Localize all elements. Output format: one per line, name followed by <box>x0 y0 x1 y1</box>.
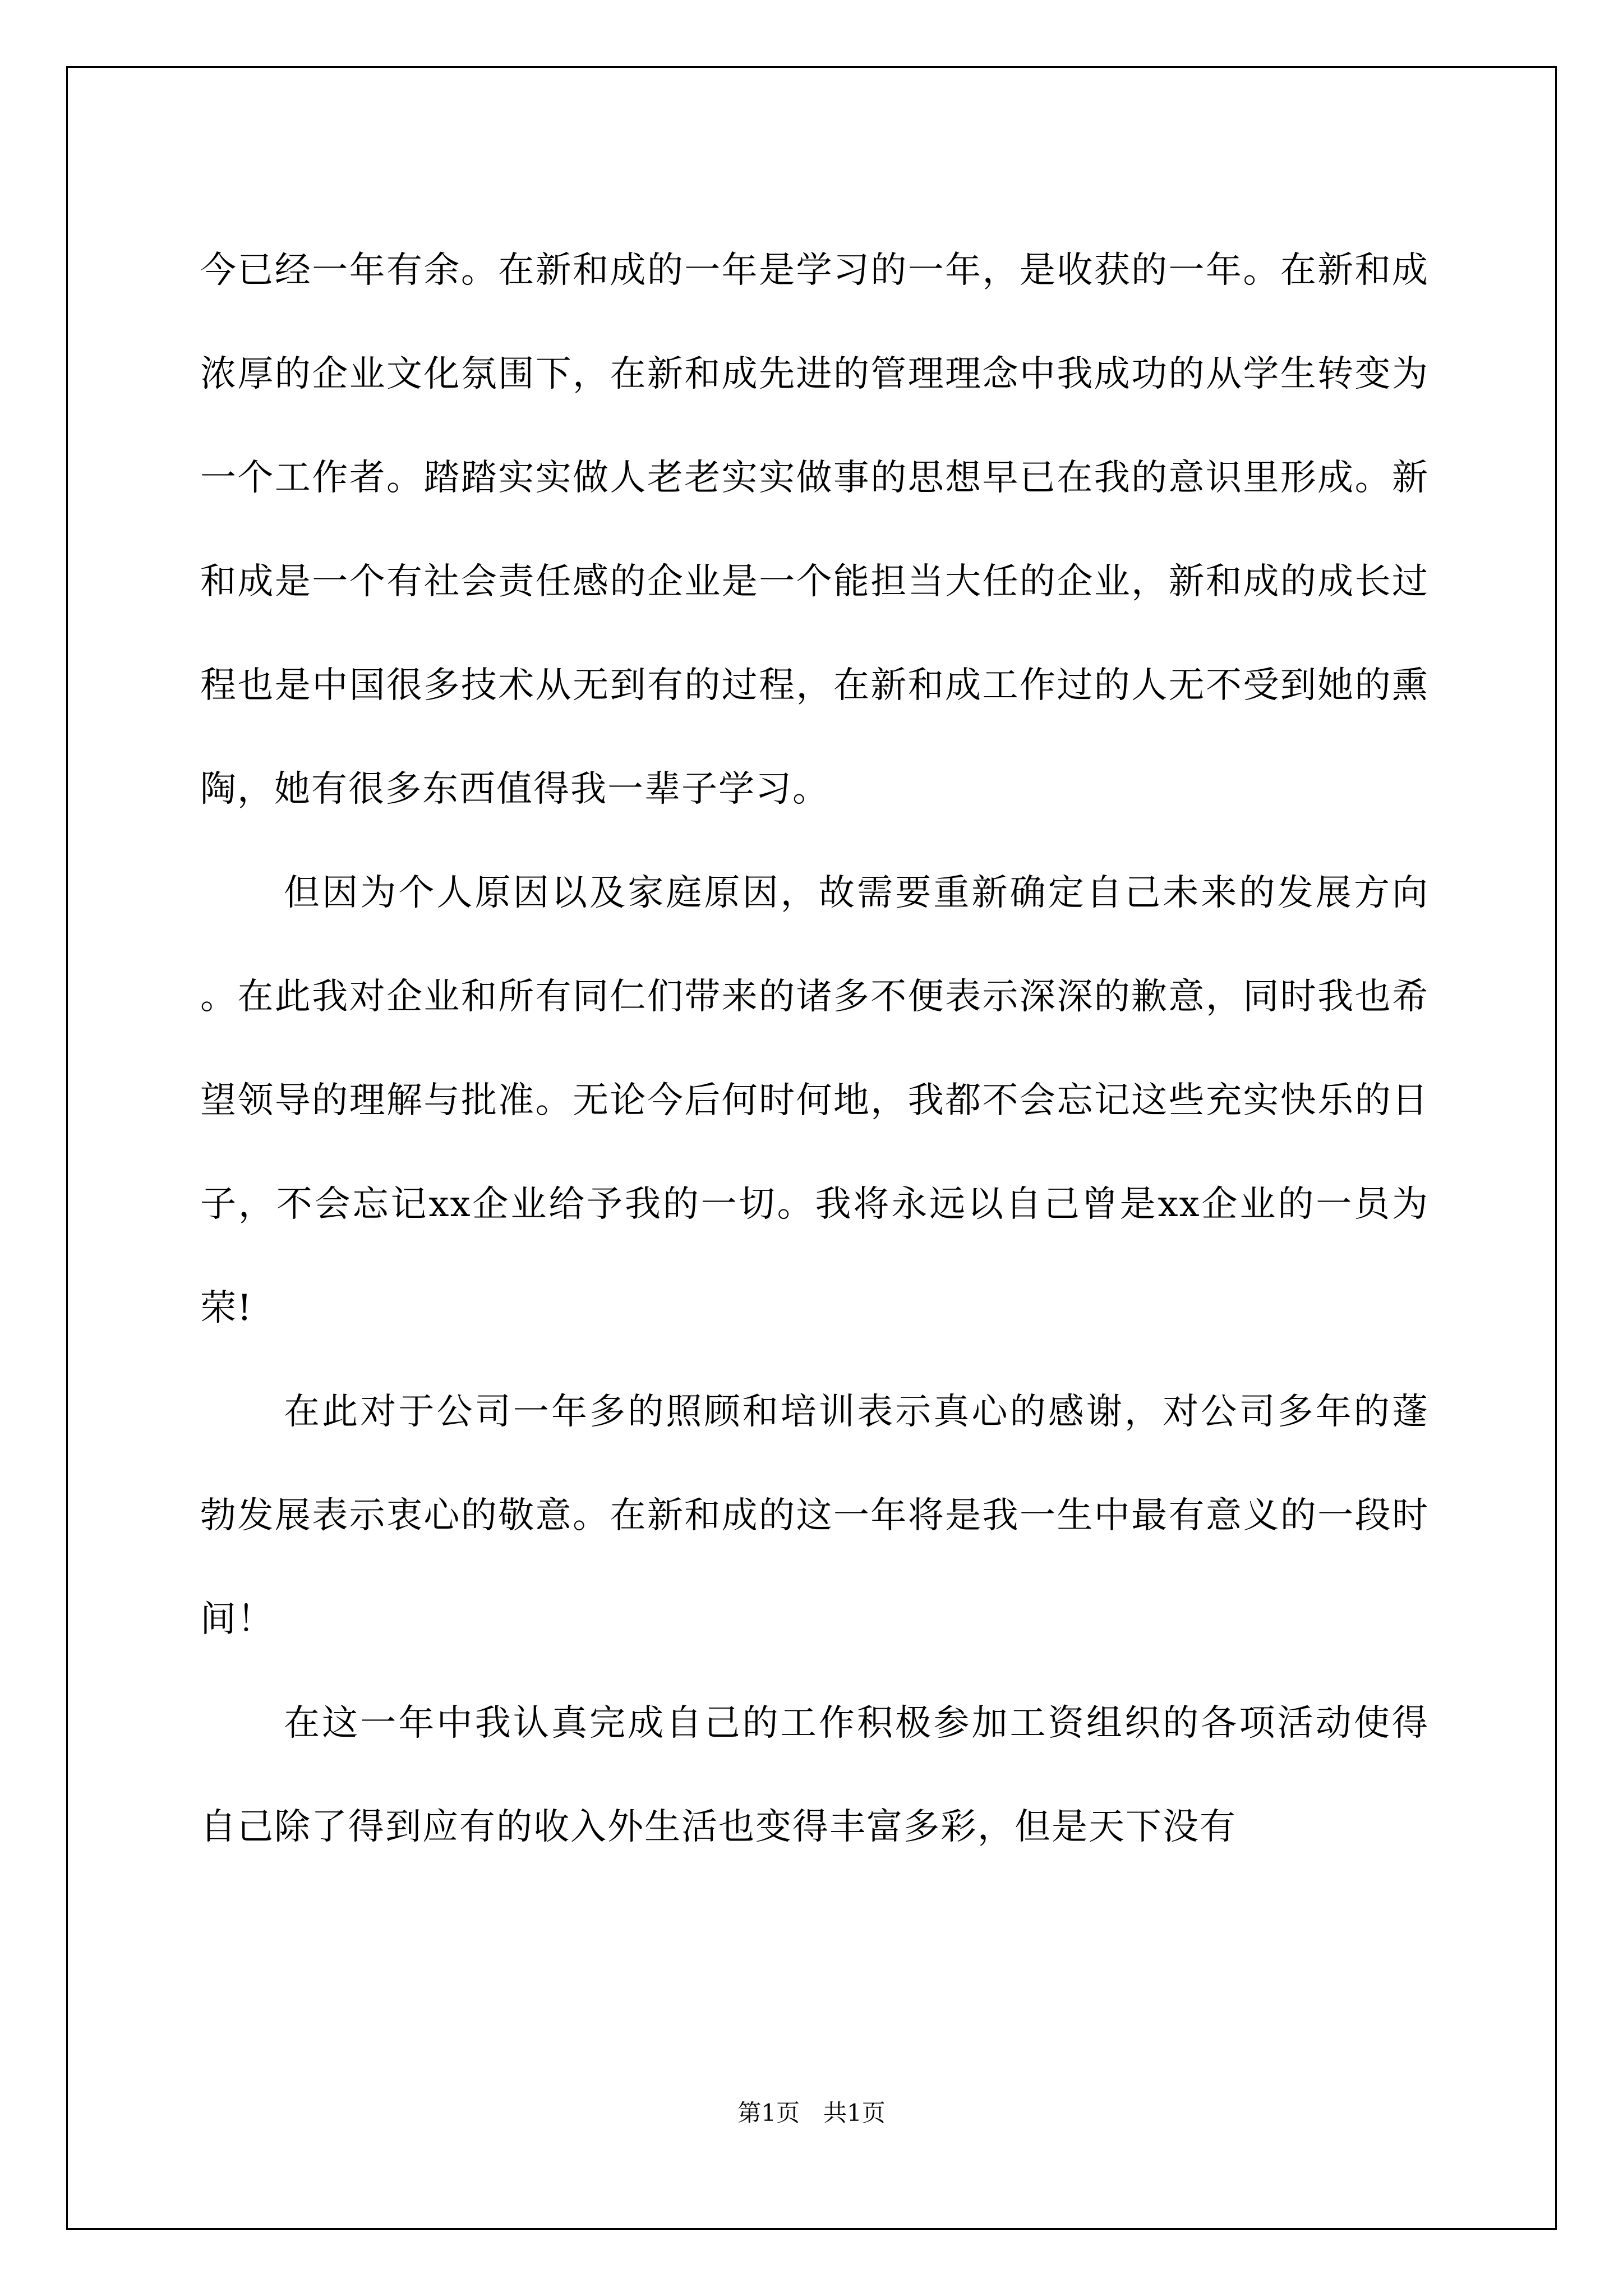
paragraph-3: 在此对于公司一年多的照顾和培训表示真心的感谢，对公司多年的蓬勃发展表示衷心的敬意。在新和成的这一年将是我一生中最有意义的一段时间！ <box>200 1391 1429 1640</box>
document-body <box>200 219 1429 1879</box>
page-footer: 第1页 共1页 <box>737 2099 886 2127</box>
paragraph-2: 但因为个人原因以及家庭原因，故需要重新确定自己未来的发展方向。在此我对企业和所有同仁们带来的诸多不便表示深深的歉意，同时我也希望领导的理解与批准。无论今后何时何地，我都不会忘记这些充实快乐的日子，不会忘记xx企业给予我的一切。我将永远以自己曾是xx企业的一员为荣! <box>200 872 1429 1329</box>
paragraph-4: 在这一年中我认真完成自己的工作积极参加工资组织的各项活动使得自己除了得到应有的收入外生活也变得丰富多彩，但是天下没有 <box>200 1703 1429 1848</box>
paragraph-1: 今已经一年有余。在新和成的一年是学习的一年，是收获的一年。在新和成浓厚的企业文化氛围下，在新和成先进的管理理念中我成功的从学生转变为一个工作者。踏踏实实做人老老实实做事的思想早已在我的意识里形成。新和成是一个有社会责任感的企业是一个能担当大任的企业，新和成的成长过程也是中国很多技术从无到有的过程，在新和成工作过的人无不受到她的熏陶，她有很多东西值得我一辈子学习。 <box>200 250 1429 810</box>
